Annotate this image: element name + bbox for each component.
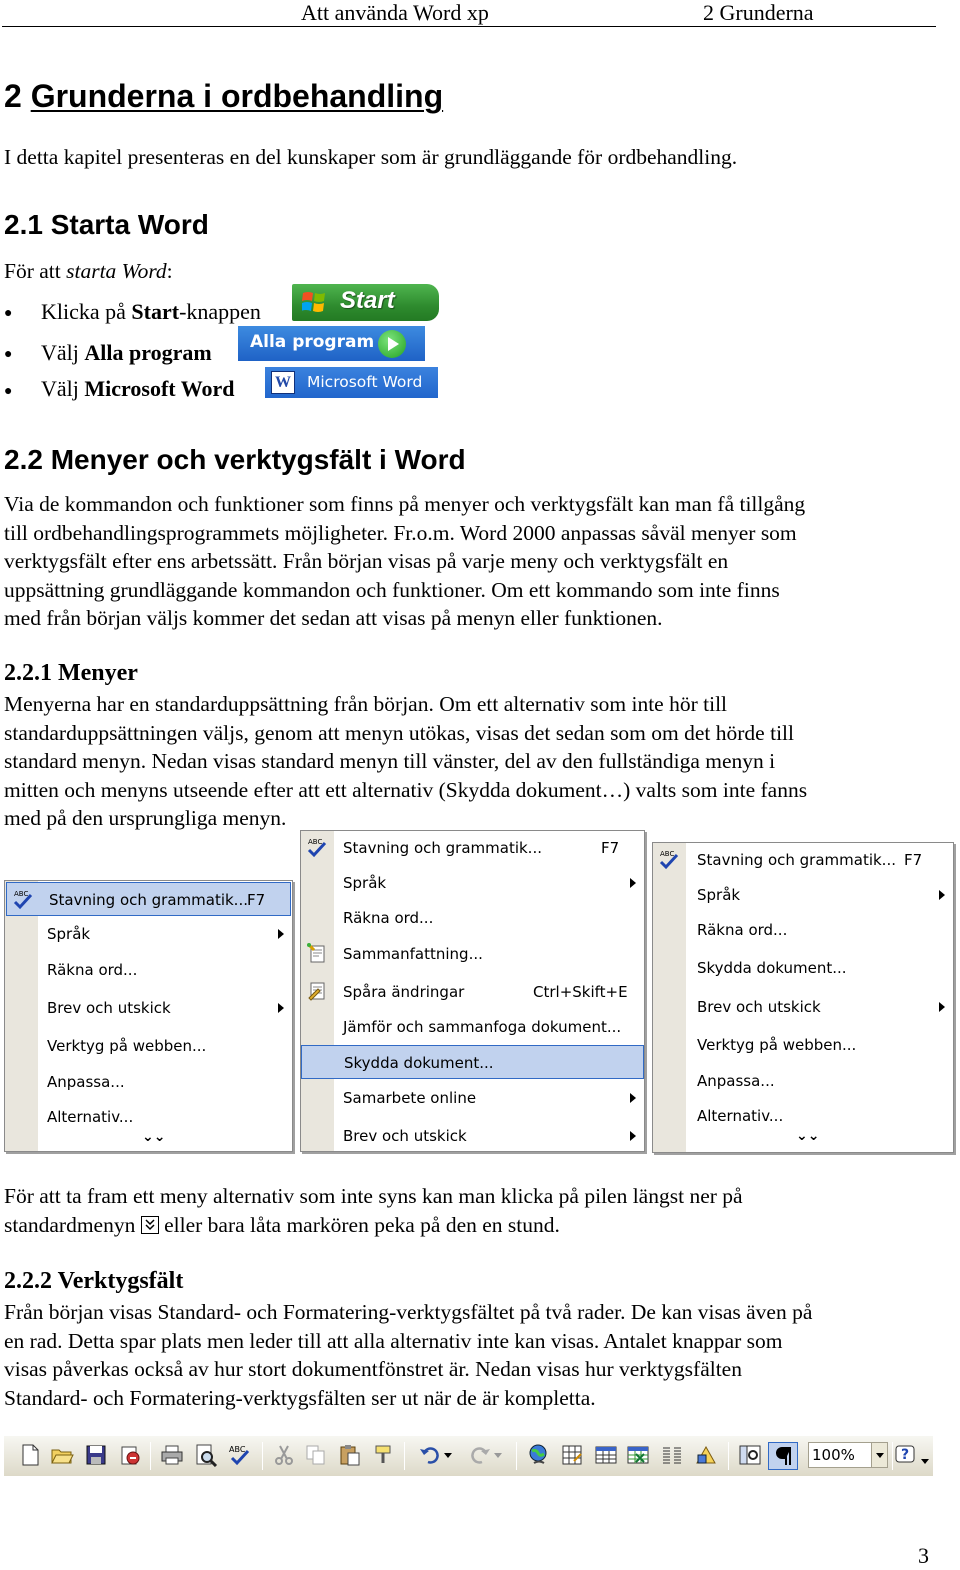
svg-text:ABC: ABC: [660, 850, 675, 858]
menu-item-spelling[interactable]: [301, 831, 644, 865]
paragraph-line: Standard- och Formatering-verktygsfälten ser ut när de är kompletta.: [4, 1385, 596, 1410]
page-number: 3: [918, 1543, 929, 1568]
menu-item-word-count[interactable]: [653, 913, 953, 947]
menu-item-label: Räkna ord...: [697, 921, 788, 939]
running-header-left: Att använda Word xp: [301, 0, 489, 25]
line-suffix: eller bara låta markören peka på den en stund.: [164, 1212, 560, 1237]
bullet-1-bold: Start: [131, 299, 180, 324]
paragraph-line: med från början väljs kommer det sedan att visas på menyn eller funktionen.: [4, 606, 663, 630]
paragraph-line: Menyerna har en standarduppsättning från början. Om ett alternativ som inte hör till: [4, 692, 728, 716]
menu-item-shortcut: F7: [601, 839, 620, 857]
menu-item-label: Spåra ändringar: [343, 983, 465, 1001]
paragraph-line: visas påverkas också av hur stort dokumentfönstret är. Nedan visas hur verktygsfälten: [4, 1357, 742, 1381]
paragraph-line: Från början visas Standard- och Formatering-verktygsfältet på två rader. De kan visas även på: [4, 1300, 813, 1324]
toolbar-options-icon[interactable]: [920, 1443, 930, 1467]
save-disk-icon[interactable]: [84, 1443, 108, 1467]
menu-item-label: Brev och utskick: [343, 1127, 467, 1145]
svg-text:ABC: ABC: [14, 890, 29, 898]
undo-dropdown-icon[interactable]: [442, 1443, 454, 1467]
paragraph-line: med på den ursprungliga menyn.: [4, 806, 287, 830]
tools-menu-full: [300, 830, 645, 1152]
undo-icon[interactable]: [418, 1443, 442, 1467]
menu-item-label: Brev och utskick: [697, 998, 821, 1016]
submenu-arrow-icon: [630, 1093, 636, 1103]
menu-item-label: Räkna ord...: [343, 909, 434, 927]
bullet-2: [41, 340, 212, 366]
menu-item-web-tools[interactable]: [653, 1028, 953, 1062]
submenu-arrow-icon: [939, 1002, 945, 1012]
running-header-right: 2 Grunderna: [703, 0, 814, 25]
paste-icon[interactable]: [338, 1443, 362, 1467]
paragraph-line: Via de kommandon och funktioner som finns på menyer och verktygsfält kan man få tillgång: [4, 492, 806, 516]
chapter-title: [4, 78, 443, 115]
submenu-arrow-icon: [939, 890, 945, 900]
track-changes-icon: [306, 980, 328, 1002]
menu-item-summary[interactable]: [301, 937, 644, 971]
drawing-icon[interactable]: [694, 1443, 718, 1467]
submenu-arrow-icon: [278, 1003, 284, 1013]
new-document-icon[interactable]: [18, 1443, 42, 1467]
menu-item-mail[interactable]: [5, 991, 292, 1025]
start-button[interactable]: [292, 284, 439, 321]
menu-item-customize[interactable]: [653, 1064, 953, 1098]
toolbar-separator: [404, 1442, 405, 1470]
expand-menu-chevron-icon[interactable]: ⌄⌄: [142, 1129, 166, 1145]
menu-item-label: Jämför och sammanfoga dokument...: [343, 1018, 622, 1036]
menu-item-spelling[interactable]: [6, 882, 291, 916]
standard-toolbar: [4, 1436, 933, 1476]
print-icon[interactable]: [160, 1443, 184, 1467]
menu-item-label: Alternativ...: [697, 1107, 784, 1125]
paragraph-line: verktygsfält efter ens arbetssätt. Från början visas på varje meny och verktygsfält en: [4, 549, 729, 573]
spelling-check-icon: [306, 836, 328, 858]
section-2-1-lead: [4, 257, 173, 286]
menu-item-label: Samarbete online: [343, 1089, 477, 1107]
menu-item-protect-document[interactable]: [653, 951, 953, 985]
svg-text:ABC: ABC: [229, 1445, 246, 1454]
spelling-check-icon: [12, 888, 34, 910]
section-2-1-heading: 2.1 Starta Word: [4, 209, 209, 240]
insert-excel-worksheet-icon[interactable]: [626, 1443, 650, 1467]
toolbar-separator: [150, 1442, 151, 1470]
bullet-dot: ●: [4, 347, 13, 362]
paragraph-line: [4, 1211, 743, 1240]
all-programs-label: Alla program: [250, 332, 375, 352]
bullet-3: [41, 376, 235, 402]
svg-text:?: ?: [901, 1447, 910, 1463]
header-rule: [2, 26, 936, 27]
submenu-arrow-icon: [278, 929, 284, 939]
spelling-check-icon: [658, 848, 680, 870]
chapter-title-text: Grunderna i ordbehandling: [30, 78, 444, 114]
menu-item-mail[interactable]: [653, 990, 953, 1024]
bullet-dot: ●: [4, 384, 13, 399]
paragraph-line: en rad. Detta spar plats men leder till att alla alternativ inte kan visas. Antalet knappar som: [4, 1328, 783, 1353]
menu-item-language[interactable]: [653, 878, 953, 912]
bullet-2-prefix: Välj: [41, 340, 85, 365]
lead-italic: starta Word: [66, 259, 167, 283]
paragraph-line: standard menyn. Nedan visas standard menyn till vänster, del av den fullständiga menyn i: [4, 749, 776, 773]
menu-item-label: Verktyg på webben...: [697, 1036, 857, 1054]
zoom-dropdown-icon[interactable]: [871, 1443, 887, 1467]
menu-item-language[interactable]: [5, 917, 292, 951]
expand-chevron-inline-icon: [141, 1216, 159, 1234]
menu-item-label: Språk: [47, 925, 91, 943]
start-button-label: Start: [340, 287, 395, 314]
zoom-select[interactable]: [808, 1442, 888, 1468]
cut-scissors-icon[interactable]: [272, 1443, 296, 1467]
menu-item-shortcut: F7: [247, 891, 266, 909]
menu-item-label: Alternativ...: [47, 1108, 134, 1126]
toolbar-separator: [728, 1442, 729, 1470]
section-2-2-paragraph: [4, 490, 805, 633]
lead-prefix: För att: [4, 259, 67, 283]
columns-icon[interactable]: [660, 1443, 684, 1467]
paragraph-line: För att ta fram ett meny alternativ som inte syns kan man klicka på pilen längst ner på: [4, 1184, 743, 1208]
all-programs-button[interactable]: [238, 326, 425, 361]
open-folder-icon[interactable]: [50, 1443, 74, 1467]
menu-item-protect-document[interactable]: [301, 1045, 644, 1079]
word-icon: W: [271, 371, 295, 394]
menu-item-label: Sammanfattning...: [343, 945, 483, 963]
tools-menu-after-selection: [652, 842, 954, 1153]
section-2-2-heading: 2.2 Menyer och verktygsfält i Word: [4, 444, 466, 475]
menu-item-label: Räkna ord...: [47, 961, 138, 979]
menu-item-label: Anpassa...: [47, 1073, 125, 1091]
tables-borders-icon[interactable]: [560, 1443, 584, 1467]
menu-item-label: Anpassa...: [697, 1072, 775, 1090]
menu-item-track-changes[interactable]: [301, 975, 644, 1009]
microsoft-word-menu-item[interactable]: [265, 367, 438, 398]
bullet-3-prefix: Välj: [41, 376, 85, 401]
print-preview-icon[interactable]: [194, 1443, 218, 1467]
menu-item-label: Stavning och grammatik...: [49, 891, 248, 909]
intro-paragraph: I detta kapitel presenteras en del kunskaper som är grundläggande för ordbehandling.: [4, 145, 738, 169]
paragraph-line: mitten och menyns utseende efter att ett alternativ (Skydda dokument…) valts som inte fanns: [4, 777, 808, 802]
toolbar-separator: [892, 1442, 893, 1470]
redo-dropdown-icon[interactable]: [492, 1443, 504, 1467]
lead-suffix: :: [166, 259, 173, 283]
menu-item-language[interactable]: [301, 866, 644, 900]
paragraph-line: standarduppsättningen väljs, genom att menyn utökas, visas det sedan som om det hörde till: [4, 720, 794, 745]
chapter-number: 2: [4, 78, 22, 114]
menu-item-customize[interactable]: [5, 1065, 292, 1099]
format-painter-icon[interactable]: [372, 1443, 396, 1467]
paragraph-line: till ordbehandlingsprogrammets möjligheter. Fr.o.m. Word 2000 anpassas såväl menyer som: [4, 520, 797, 545]
menu-item-label: Skydda dokument...: [344, 1054, 494, 1072]
menu-item-web-tools[interactable]: [5, 1029, 292, 1063]
line-prefix: standardmenyn: [4, 1212, 136, 1237]
bullet-3-bold: Microsoft Word: [84, 376, 235, 401]
toolbar-separator: [516, 1442, 517, 1470]
menu-item-shortcut: F7: [904, 851, 923, 869]
menu-item-label: Språk: [343, 874, 387, 892]
spelling-grammar-icon[interactable]: [228, 1443, 252, 1467]
menu-item-online-collaboration[interactable]: [301, 1081, 644, 1115]
bullet-1: [41, 299, 261, 325]
menu-item-label: Stavning och grammatik...: [343, 839, 542, 857]
section-2-2-1-heading: 2.2.1 Menyer: [4, 660, 138, 686]
bullet-2-bold: Alla program: [84, 340, 212, 365]
svg-text:ABC: ABC: [308, 838, 323, 846]
paragraph-line: uppsättning grundläggande kommandon och funktioner. Om ett kommando som inte finns: [4, 577, 780, 602]
bullet-dot: ●: [4, 306, 13, 321]
submenu-arrow-icon: [630, 1131, 636, 1141]
auto-summary-icon: [306, 942, 328, 964]
menu-item-shortcut: Ctrl+Skift+E: [533, 983, 628, 1001]
green-arrow-icon: [378, 330, 406, 358]
toolbar-separator: [262, 1442, 263, 1470]
menu-item-label: Stavning och grammatik...: [697, 851, 896, 869]
copy-icon[interactable]: [304, 1443, 328, 1467]
microsoft-word-label: Microsoft Word: [307, 373, 423, 391]
document-map-icon[interactable]: [738, 1443, 762, 1467]
tools-menu-standard: [4, 880, 293, 1152]
pilcrow-icon: [773, 1445, 795, 1467]
show-hide-button[interactable]: [768, 1442, 798, 1470]
menu-item-label: Verktyg på webben...: [47, 1037, 207, 1055]
zoom-value: 100%: [812, 1446, 855, 1464]
menu-item-word-count[interactable]: [301, 901, 644, 935]
bullet-1-prefix: Klicka på: [41, 299, 132, 324]
permission-icon[interactable]: [118, 1443, 142, 1467]
section-2-2-1-paragraph: [4, 690, 807, 833]
section-2-2-2-paragraph: [4, 1298, 812, 1412]
windows-logo-icon: [302, 290, 326, 314]
menu-item-label: Brev och utskick: [47, 999, 171, 1017]
section-2-2-2-heading: 2.2.2 Verktygsfält: [4, 1268, 184, 1294]
expand-menu-chevron-icon[interactable]: ⌄⌄: [796, 1128, 820, 1144]
help-icon[interactable]: [894, 1443, 918, 1467]
menu-item-mail[interactable]: [301, 1119, 644, 1153]
menu-item-compare-merge[interactable]: [301, 1010, 644, 1044]
menu-item-label: Skydda dokument...: [697, 959, 847, 977]
bullet-1-suffix: -knappen: [179, 299, 261, 324]
insert-hyperlink-icon[interactable]: [526, 1443, 550, 1467]
redo-icon[interactable]: [468, 1443, 492, 1467]
menu-item-spelling[interactable]: [653, 843, 953, 877]
menu-item-word-count[interactable]: [5, 953, 292, 987]
menu-item-label: Språk: [697, 886, 741, 904]
insert-table-icon[interactable]: [594, 1443, 618, 1467]
submenu-arrow-icon: [630, 878, 636, 888]
expand-menu-paragraph: [4, 1182, 743, 1239]
